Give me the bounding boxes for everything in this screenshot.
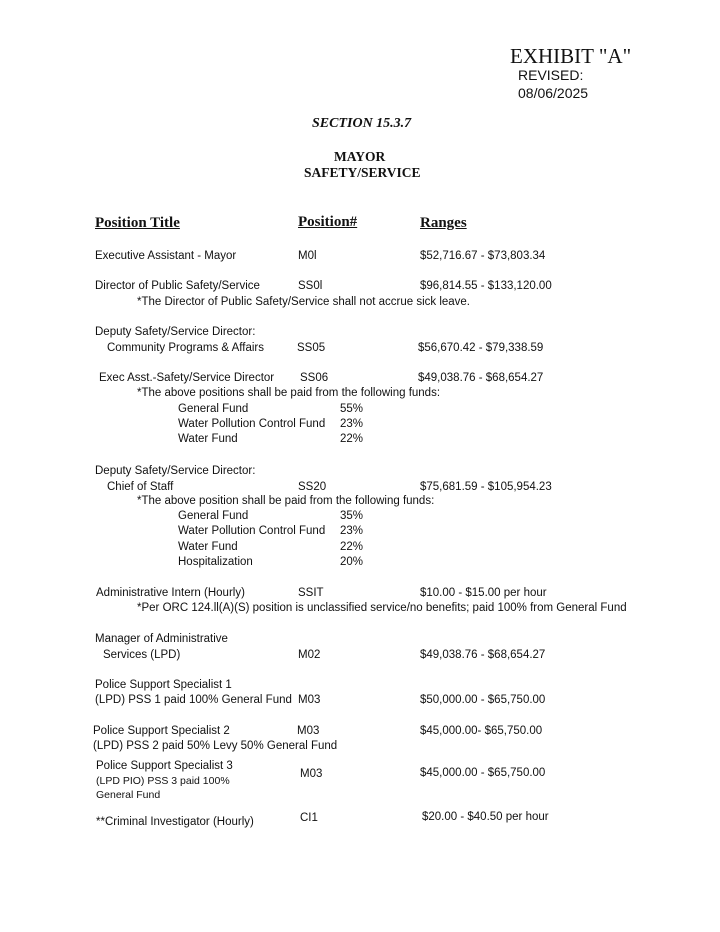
department-mayor: MAYOR xyxy=(334,149,386,164)
position-number: M03 xyxy=(298,694,321,706)
position-number: SS05 xyxy=(297,342,326,354)
position-title: Deputy Safety/Service Director: xyxy=(95,465,256,477)
position-title: Administrative Intern (Hourly) xyxy=(96,587,245,599)
fund-name: General Fund xyxy=(178,403,249,415)
fund-name: General Fund xyxy=(178,510,249,522)
salary-range: $45,000.00 - $65,750.00 xyxy=(420,767,546,779)
fund-percent: 23% xyxy=(340,418,364,430)
position-title: Exec Asst.-Safety/Service Director xyxy=(99,372,275,384)
column-header-ranges: Ranges xyxy=(420,215,467,231)
fund-name: Water Pollution Control Fund xyxy=(178,525,326,537)
position-title: Police Support Specialist 2 xyxy=(93,725,230,737)
fund-name: Water Fund xyxy=(178,541,238,553)
position-number: SS20 xyxy=(298,481,327,493)
fund-percent: 23% xyxy=(340,525,364,537)
position-number: M03 xyxy=(297,725,320,737)
position-note: *Per ORC 124.ll(A)(S) position is unclassified service/no benefits; paid 100% from General Fund xyxy=(137,602,627,614)
revised-label: REVISED: xyxy=(518,67,584,83)
position-number: M0l xyxy=(298,250,317,262)
fund-name: Water Fund xyxy=(178,433,238,445)
column-header-number: Position# xyxy=(298,214,358,230)
salary-range: $45,000.00- $65,750.00 xyxy=(420,725,543,737)
position-note: *The above positions shall be paid from the following funds: xyxy=(137,387,441,399)
position-subtitle: (LPD) PSS 2 paid 50% Levy 50% General Fund xyxy=(93,740,338,752)
salary-range: $50,000.00 - $65,750.00 xyxy=(420,694,546,706)
position-title: Director of Public Safety/Service xyxy=(95,280,260,292)
position-title: Police Support Specialist 1 xyxy=(95,679,232,691)
position-number: SSIT xyxy=(298,587,324,599)
position-subtitle: Community Programs & Affairs xyxy=(107,342,265,354)
position-subtitle: (LPD) PSS 1 paid 100% General Fund xyxy=(95,694,292,706)
fund-percent: 20% xyxy=(340,556,364,568)
section-number: SECTION 15.3.7 xyxy=(312,116,412,131)
position-subtitle: (LPD PIO) PSS 3 paid 100% xyxy=(96,775,230,787)
fund-percent: 22% xyxy=(340,541,364,553)
position-title: Police Support Specialist 3 xyxy=(96,760,233,772)
position-note: *The Director of Public Safety/Service shall not accrue sick leave. xyxy=(137,296,471,308)
position-number: CI1 xyxy=(300,812,318,824)
fund-percent: 55% xyxy=(340,403,364,415)
position-subtitle: General Fund xyxy=(96,789,161,801)
revised-date: 08/06/2025 xyxy=(518,85,589,101)
department-safety-service: SAFETY/SERVICE xyxy=(304,165,421,180)
salary-range: $52,716.67 - $73,803.34 xyxy=(420,250,546,262)
salary-range: $75,681.59 - $105,954.23 xyxy=(420,481,552,493)
position-title: Executive Assistant - Mayor xyxy=(95,250,237,262)
position-number: M03 xyxy=(300,768,323,780)
position-number: M02 xyxy=(298,649,321,661)
salary-range: $56,670.42 - $79,338.59 xyxy=(418,342,544,354)
position-number: SS06 xyxy=(300,372,329,384)
salary-range: $49,038.76 - $68,654.27 xyxy=(420,649,546,661)
fund-name: Water Pollution Control Fund xyxy=(178,418,326,430)
fund-name: Hospitalization xyxy=(178,556,253,568)
position-title: Deputy Safety/Service Director: xyxy=(95,326,256,338)
position-title: Manager of Administrative xyxy=(95,633,228,645)
exhibit-title: EXHIBIT "A" xyxy=(510,44,632,68)
fund-percent: 22% xyxy=(340,433,364,445)
salary-range: $10.00 - $15.00 per hour xyxy=(420,587,547,599)
salary-range: $96,814.55 - $133,120.00 xyxy=(420,280,552,292)
position-title: **Criminal Investigator (Hourly) xyxy=(96,816,254,828)
salary-range: $20.00 - $40.50 per hour xyxy=(422,811,549,823)
position-note: *The above position shall be paid from the following funds: xyxy=(137,495,435,507)
position-subtitle: Services (LPD) xyxy=(103,649,181,661)
fund-percent: 35% xyxy=(340,510,364,522)
position-subtitle: Chief of Staff xyxy=(107,481,174,493)
position-number: SS0l xyxy=(298,280,323,292)
column-header-title: Position Title xyxy=(95,215,180,231)
salary-range: $49,038.76 - $68,654.27 xyxy=(418,372,544,384)
